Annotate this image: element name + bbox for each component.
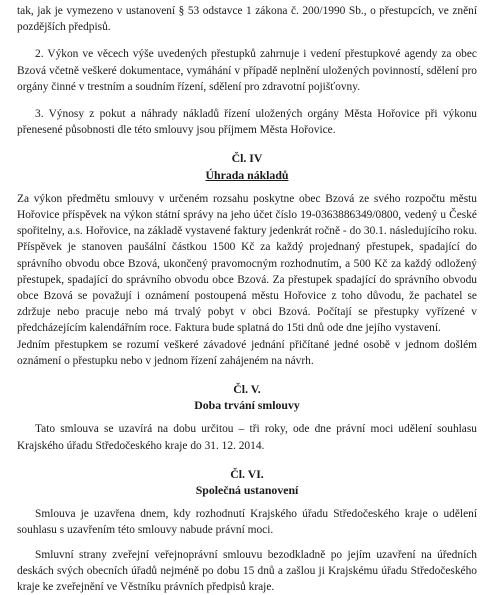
section-v xyxy=(17,381,477,454)
section-vi-text-1: Smlouva je uzavřena dnem, kdy rozhodnutí Krajského úřadu Středočeského kraje o udělení souhlasu s uzavřením této smlouvy nabude právní moci. xyxy=(17,508,477,537)
section-iv xyxy=(17,150,477,369)
section-vi-text-2: Smluvní strany zveřejní veřejnoprávní smlouvu bezodkladně po jejím uzavření na úředních deskách svých obecních úřadů nejméně po dobu 15 dnů a zašlou ji Krajskému úřadu Středočeského kraje ke zveřejnění ve Věstníku právních předpisů kraje. xyxy=(17,548,477,594)
section-iv-number: Čl. IV xyxy=(231,151,263,166)
section-vi-title: Společná ustanovení xyxy=(195,483,299,498)
section-iv-title-text: Úhrada nákladů xyxy=(205,167,289,182)
section-vi xyxy=(17,466,477,595)
paragraph-3: 3. Výnosy z pokut a náhrady nákladů řízení uložených orgány Města Hořovice při výkonu přenesené působnosti dle této smlouvy jsou příjmem Města Hořovice. xyxy=(17,108,477,137)
section-v-title: Doba trvání smlouvy xyxy=(194,398,300,413)
intro-fragment: tak, jak je vymezeno v ustanovení § 53 odstavce 1 zákona č. 200/1990 Sb., o přestupcích, ve znění pozdějších předpisů. xyxy=(17,5,477,34)
section-v-text: Tato smlouva se uzavírá na dobu určitou – tři roky, ode dne právní moci udělení souhlasu Krajského úřadu Středočeského kraje do 31. 12. 2014. xyxy=(17,423,477,452)
section-iv-title xyxy=(17,167,477,183)
section-v-number: Čl. V. xyxy=(233,382,261,397)
paragraph-2: 2. Výkon ve věcech výše uvedených přestupků zahrnuje i vedení přestupkové agendy za obec Bzová včetně veškeré dokumentace, vymáhání v případě neplnění uložených povinností, sdělení pro orgány činné v trestním a soudním řízení, sdělení pro zdravotní pojišťovny. xyxy=(17,48,477,93)
section-iv-text-2: Jedním přestupkem se rozumí veškeré závadové jednání přičítané jedné osobě v jednom došlém oznámení o přestupku nebo v jednom řízení zahájeném na návrh. xyxy=(17,338,477,367)
section-vi-number: Čl. VI. xyxy=(230,466,264,481)
section-iv-text-1: Za výkon předmětu smlouvy v určeném rozsahu poskytne obec Bzová ze svého rozpočtu městu Hořovice příspěvek na výkon státní správy na jeho účet číslo 19-0363886349/0800, vedený u České spořitelny, a.s. Hořovice, na základě vystavené faktury jedenkrát ročně - do 30.1. následujícího roku. Příspěvek je stanoven paušální částkou 1500 Kč za každý projednaný přestupek, spadající do správního obvodu obce Bzová, ukončený pravomocným rozhodnutím, a 500 Kč za každý odložený přestupek, spadající do správního obvodu obce Bzová. Za přestupek spadající do správního obvodu obce Bzová se považují i oznámení postoupená městu Hořovice z toho důvodu, že pachatel se zdržuje nebo pracuje nebo má trvalý pobyt v obci Bzová. Počítají se přestupky vyřízené v předcházejícím kalendářním roce. Faktura bude splatná do 15ti dnů ode dne jejího vystavení. xyxy=(17,192,477,335)
